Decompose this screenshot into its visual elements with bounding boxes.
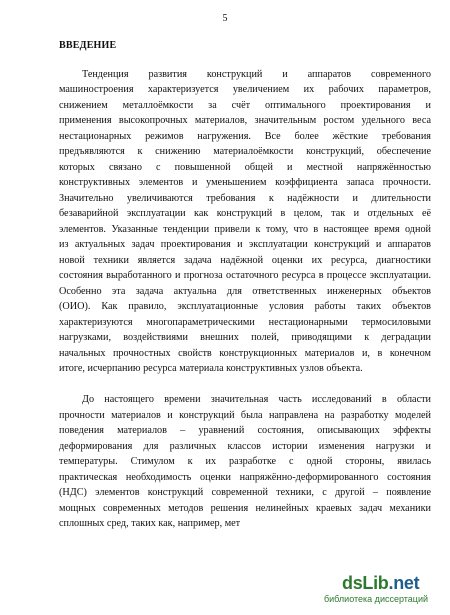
text-line: итоге, исчерпанию ресурса материала конструктивных узлов объекта.	[59, 363, 363, 374]
text-line: деформирования для различных классов истории изменения нагрузки и	[59, 441, 431, 452]
text-line: Тенденция развития конструкций и аппаратов современного	[82, 69, 431, 80]
text-line: применения высокопрочных материалов, значительным ростом удельного веса	[59, 115, 431, 126]
text-line: Особенно эта задача актуальна для ответственных инженерных объектов	[59, 286, 431, 297]
text-line: поведения материалов – уравнений состояния, описывающих эффекты	[59, 425, 431, 436]
page-number: 5	[222, 13, 228, 24]
text-line: снижением металлоёмкости за счёт оптимального проектирования и	[59, 100, 431, 111]
text-line: характеризуются многопараметрическими нестационарными термосиловыми	[59, 317, 431, 328]
text-line: которых связано с повышенной общей и местной напряжённостью	[59, 162, 431, 173]
text-line: нестационарных режимов нагружения. Все более жёсткие требования	[59, 131, 431, 142]
text-line: прочности материалов и конструкций была направлена на разработку моделей	[59, 410, 431, 421]
text-line: из актуальных задач проектирования и эксплуатации конструкций и аппаратов	[59, 239, 431, 250]
watermark	[322, 571, 442, 609]
text-line: безаварийной эксплуатации как конструкций в целом, так и отдельных её	[59, 208, 431, 219]
text-line: (НДС) элементов конструкций современной техники, с другой – появление	[59, 487, 431, 498]
text-line: машиностроения характеризуется увеличением их рабочих параметров,	[59, 84, 431, 95]
text-line: температуры. Стимулом к их разработке с одной стороны, явилась	[59, 456, 431, 467]
watermark-subtitle: библиотека диссертаций	[324, 594, 429, 604]
section-heading: ВВЕДЕНИЕ	[59, 40, 117, 51]
text-line: нагрузками, воздействиями внешних полей, приводящими к деградации	[59, 332, 431, 343]
text-line: Значительно увеличиваются требования к надёжности и длительности	[59, 193, 431, 204]
text-line: (ОИО). Как правило, эксплуатационные условия работы таких объектов	[59, 301, 431, 312]
text-line: практическая необходимость оценки напряжённо-деформированного состояния	[59, 472, 431, 483]
text-line: До настоящего времени значительная часть исследований в области	[82, 394, 431, 405]
text-line: мощных современных методов решения нелинейных краевых задач механики	[59, 503, 431, 514]
text-line: состояния выработанного и прогноза остаточного ресурса в процессе эксплуатации.	[59, 270, 431, 281]
text-line: элементов. Указанные тенденции привели к тому, что в настоящее время одной	[59, 224, 431, 235]
text-line: конструктивных элементов и уменьшением коэффициента запаса прочности.	[59, 177, 431, 188]
text-line: новой техники является задача надёжной оценки их ресурса, диагностики	[59, 255, 431, 266]
text-line: предъявляются к снижению материалоёмкости конструкций, обеспечение	[59, 146, 431, 157]
text-line: начальных прочностных свойств конструкционных материалов и, в конечном	[59, 348, 431, 359]
watermark-logo: dsLib.net	[342, 573, 420, 593]
text-line: сплошных сред, таких как, например, мет	[59, 518, 241, 529]
